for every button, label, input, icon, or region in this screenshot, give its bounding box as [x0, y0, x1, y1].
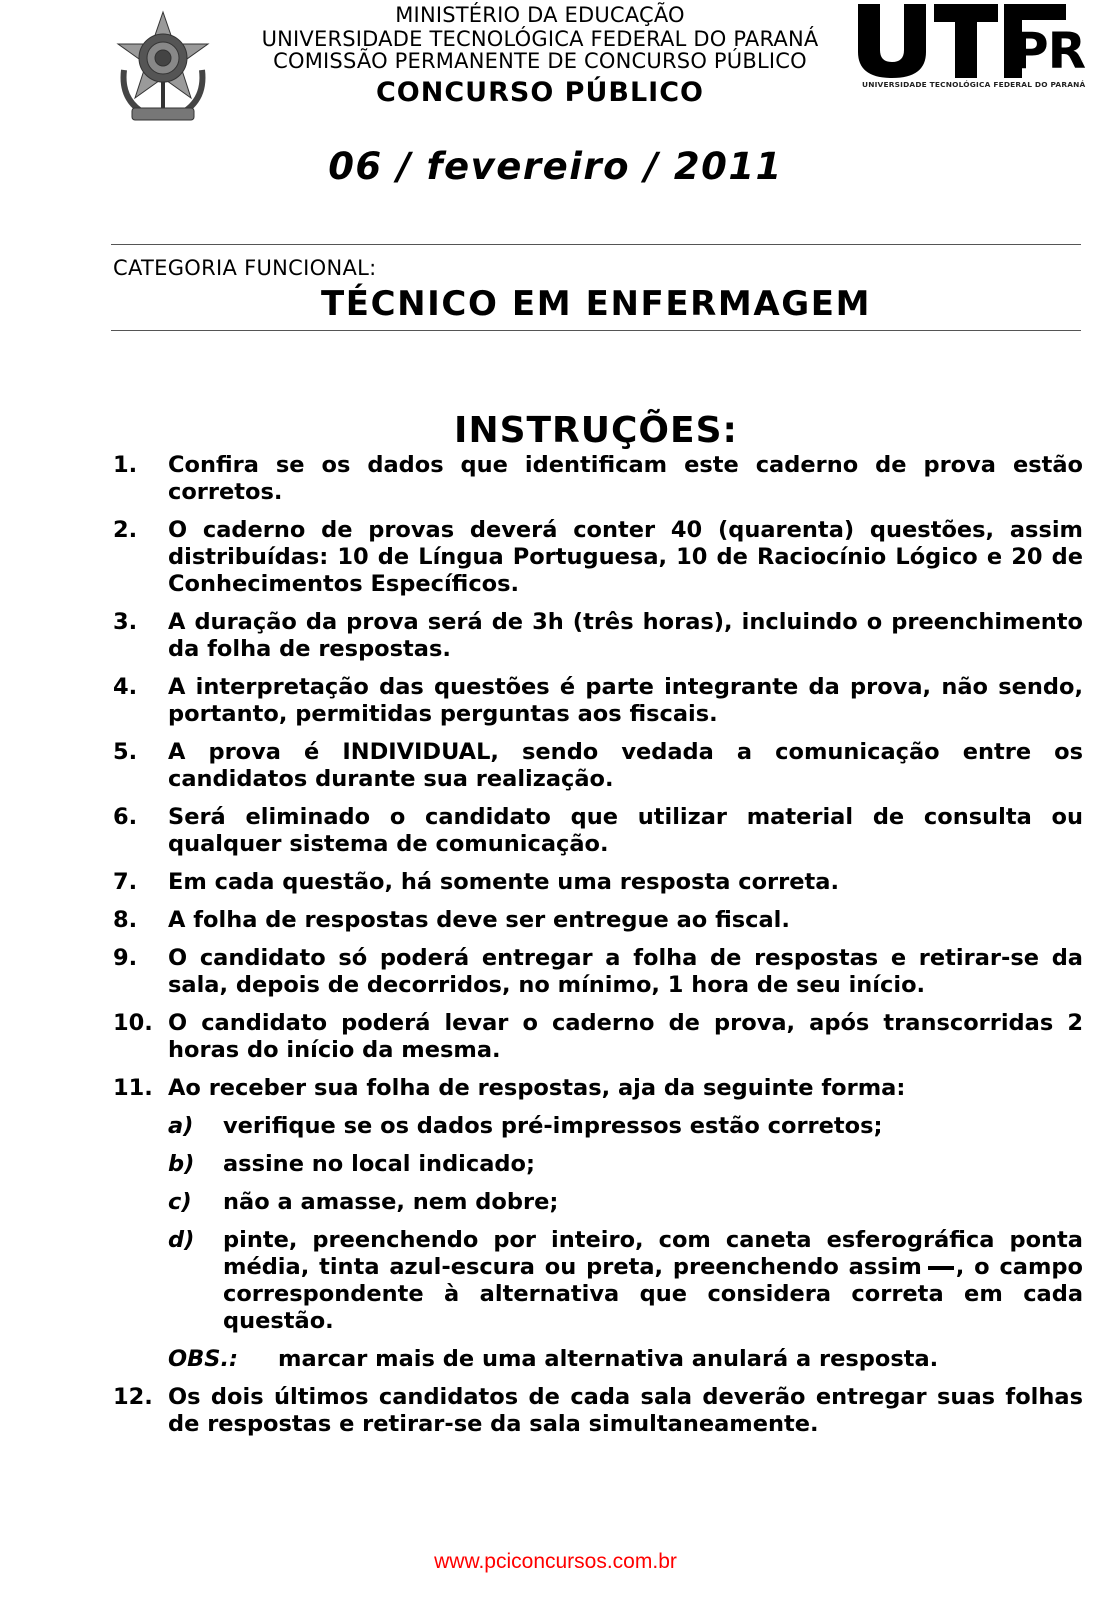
item-number: 11. [113, 1075, 153, 1101]
sub-item-text-after: , o campo correspondente à alternativa que considera correta em cada questão. [223, 1254, 1083, 1334]
list-item [113, 1075, 1083, 1102]
obs-note [168, 1346, 1083, 1373]
item-text: A folha de respostas deve ser entregue ao fiscal. [168, 907, 790, 933]
item-number: 10. [113, 1010, 153, 1036]
category-value: TÉCNICO EM ENFERMAGEM [320, 284, 872, 324]
item-text: Ao receber sua folha de respostas, aja da seguinte forma: [168, 1075, 906, 1101]
list-item [113, 609, 1083, 663]
sub-item [168, 1227, 1083, 1335]
item-number: 7. [113, 869, 138, 895]
item-text: O candidato poderá levar o caderno de prova, após transcorridas 2 horas do início da mesma. [168, 1010, 1083, 1063]
utfpr-logo-subtitle: UNIVERSIDADE TECNOLÓGICA FEDERAL DO PARANÁ [862, 80, 1086, 89]
item-number: 2. [113, 517, 138, 543]
header-ministry: MINISTÉRIO DA EDUCAÇÃO [395, 3, 685, 27]
instructions-list [113, 452, 1083, 1449]
sub-item-text: assine no local indicado; [223, 1151, 535, 1177]
sub-item [168, 1113, 1083, 1140]
sub-item-letter: a) [168, 1113, 194, 1139]
list-item [113, 1384, 1083, 1438]
exam-date: 06 / fevereiro / 2011 [328, 145, 783, 188]
header-commission: COMISSÃO PERMANENTE DE CONCURSO PÚBLICO [273, 49, 807, 73]
obs-text: marcar mais de uma alternativa anulará a resposta. [278, 1346, 939, 1372]
item-text: A prova é INDIVIDUAL, sendo vedada a comunicação entre os candidatos durante sua realização. [168, 739, 1083, 792]
sub-item [168, 1151, 1083, 1178]
divider-bottom [111, 330, 1081, 331]
item-text: A interpretação das questões é parte integrante da prova, não sendo, portanto, permitidas perguntas aos fiscais. [168, 674, 1083, 727]
sub-item-text: verifique se os dados pré-impressos estão corretos; [223, 1113, 883, 1139]
item-number: 5. [113, 739, 138, 765]
sub-item-letter: d) [168, 1227, 195, 1253]
sub-item-letter: c) [168, 1189, 192, 1215]
utfpr-logo-pr: PR [1012, 22, 1086, 80]
list-item [113, 674, 1083, 728]
filled-mark-icon [928, 1266, 954, 1270]
sub-item-letter: b) [168, 1151, 195, 1177]
item-text: Os dois últimos candidatos de cada sala deverão entregar suas folhas de respostas e retirar-se da sala simultaneamente. [168, 1384, 1083, 1437]
instructions-title: INSTRUÇÕES: [454, 410, 738, 451]
list-item [113, 945, 1083, 999]
item-number: 1. [113, 452, 138, 478]
sub-item-text: não a amasse, nem dobre; [223, 1189, 559, 1215]
item-text: A duração da prova será de 3h (três horas), incluindo o preenchimento da folha de respostas. [168, 609, 1083, 662]
item-number: 8. [113, 907, 138, 933]
item-text: Será eliminado o candidato que utilizar material de consulta ou qualquer sistema de comunicação. [168, 804, 1083, 857]
header-title: CONCURSO PÚBLICO [375, 77, 704, 108]
item-text: Confira se os dados que identificam este caderno de prova estão corretos. [168, 452, 1083, 505]
item-number: 9. [113, 945, 138, 971]
sub-item [168, 1189, 1083, 1216]
list-item [113, 907, 1083, 934]
obs-label: OBS.: [168, 1346, 239, 1372]
list-item [113, 869, 1083, 896]
item-text: O caderno de provas deverá conter 40 (quarenta) questões, assim distribuídas: 10 de Língua Portuguesa, 10 de Raciocínio Lógico e 20 de Conhecimentos Específicos. [168, 517, 1083, 597]
list-item [113, 517, 1083, 598]
list-item [113, 739, 1083, 793]
header-university: UNIVERSIDADE TECNOLÓGICA FEDERAL DO PARANÁ [261, 27, 819, 51]
item-number: 4. [113, 674, 138, 700]
item-number: 6. [113, 804, 138, 830]
item-text: Em cada questão, há somente uma resposta correta. [168, 869, 839, 895]
list-item [113, 452, 1083, 506]
brazil-coat-of-arms-icon [110, 8, 216, 128]
list-item [113, 1010, 1083, 1064]
sub-item-text [223, 1227, 1083, 1335]
sub-item-text-before: pinte, preenchendo por inteiro, com caneta esferográfica ponta média, tinta azul-escura ou preta, preenchendo assim [223, 1227, 1083, 1280]
category-label: CATEGORIA FUNCIONAL: [113, 256, 377, 280]
footer-url[interactable]: www.pciconcursos.com.br [434, 1550, 677, 1573]
item-number: 3. [113, 609, 138, 635]
item-text: O candidato só poderá entregar a folha de respostas e retirar-se da sala, depois de decorridos, no mínimo, 1 hora de seu início. [168, 945, 1083, 998]
divider-top [111, 244, 1081, 245]
item-number: 12. [113, 1384, 153, 1410]
list-item [113, 804, 1083, 858]
